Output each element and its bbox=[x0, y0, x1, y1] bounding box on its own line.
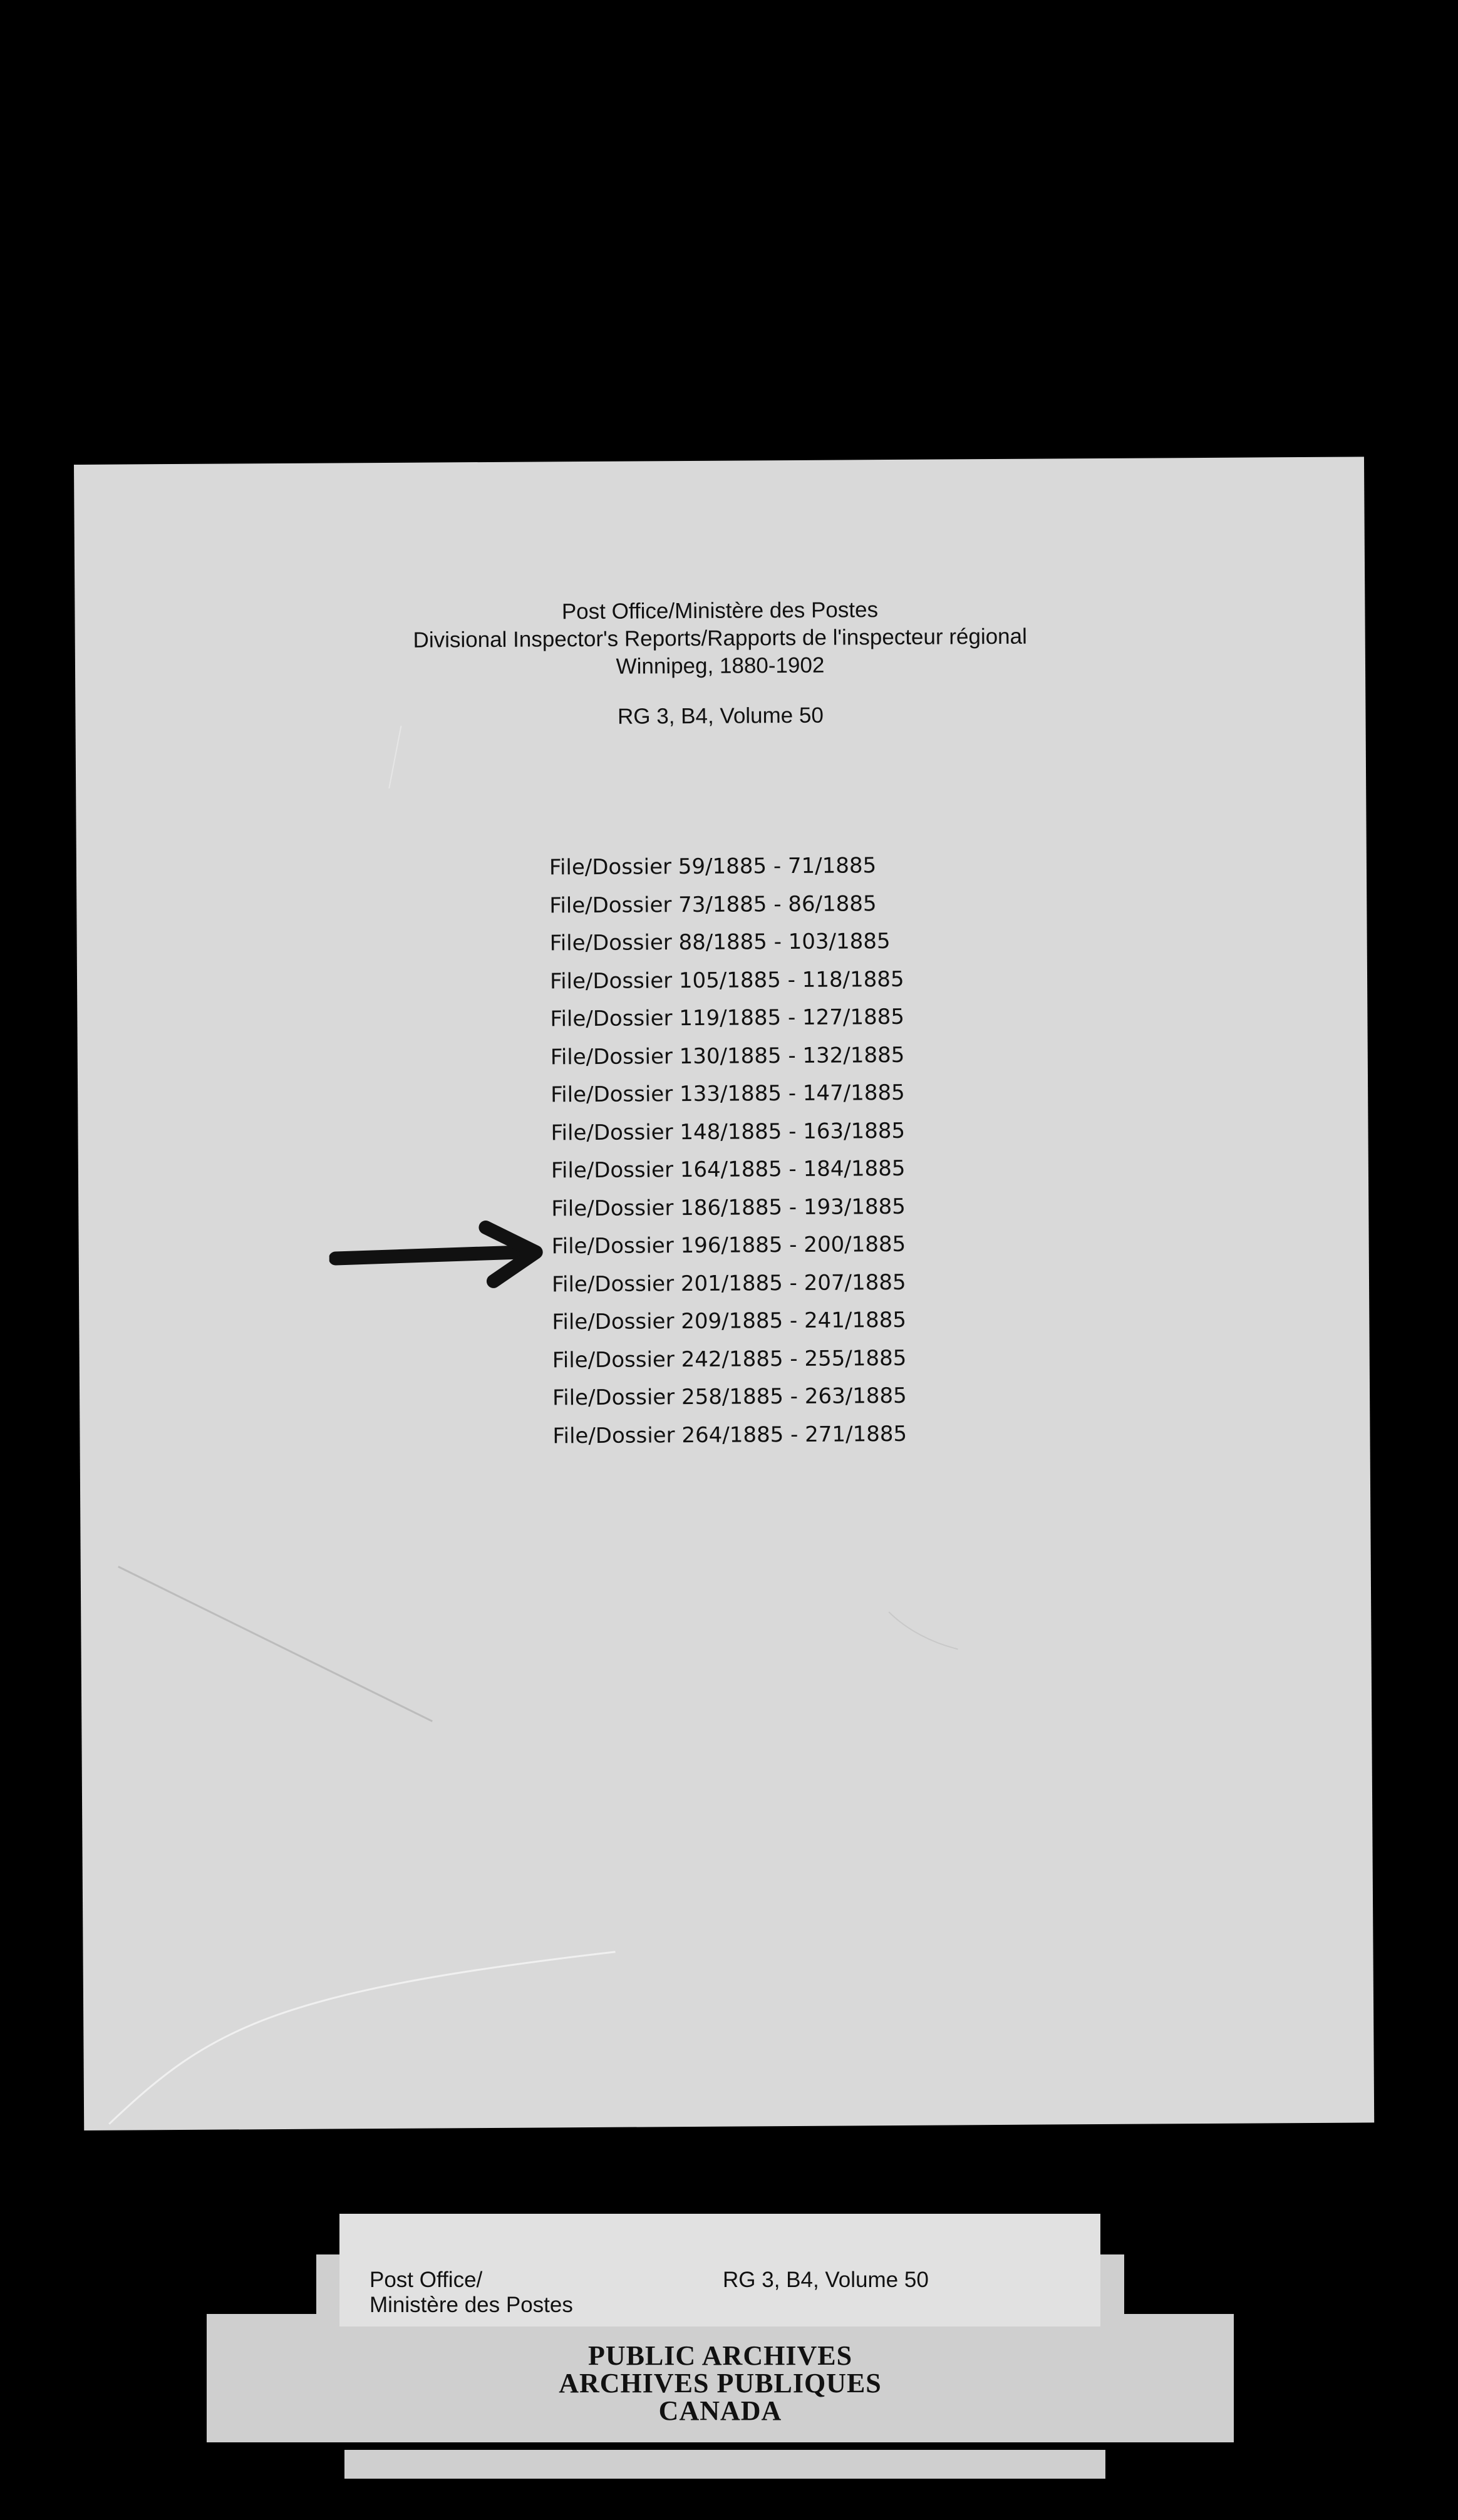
label-department-line2: Ministère des Postes bbox=[370, 2293, 573, 2317]
label-reference: RG 3, B4, Volume 50 bbox=[723, 2268, 929, 2292]
file-list-item: File/Dossier 119/1885 - 127/1885 bbox=[550, 1004, 905, 1032]
label-department-line1: Post Office/ bbox=[370, 2268, 483, 2292]
file-list-item: File/Dossier 73/1885 - 86/1885 bbox=[549, 891, 877, 918]
file-list-item: File/Dossier 130/1885 - 132/1885 bbox=[550, 1042, 905, 1070]
file-list-item: File/Dossier 148/1885 - 163/1885 bbox=[551, 1118, 906, 1145]
file-list-item: File/Dossier 258/1885 - 263/1885 bbox=[552, 1383, 907, 1411]
file-list bbox=[549, 847, 907, 1455]
stamp-line-country: CANADA bbox=[658, 2395, 782, 2426]
file-list-item: File/Dossier 164/1885 - 184/1885 bbox=[551, 1155, 906, 1184]
header-title: Post Office/Ministère des Postes bbox=[561, 597, 879, 624]
file-list-item: File/Dossier 264/1885 - 271/1885 bbox=[552, 1421, 907, 1448]
label-notch-right bbox=[1124, 2254, 1234, 2314]
archives-stamp bbox=[207, 2342, 1234, 2425]
header-location-dates: Winnipeg, 1880-1902 bbox=[616, 653, 825, 679]
document-page bbox=[74, 457, 1374, 2130]
file-list-item: File/Dossier 88/1885 - 103/1885 bbox=[549, 929, 891, 956]
label-department bbox=[370, 2268, 573, 2318]
file-list-item: File/Dossier 133/1885 - 147/1885 bbox=[551, 1080, 905, 1108]
file-list-item: File/Dossier 59/1885 - 71/1885 bbox=[549, 853, 877, 880]
label-bottom-strip bbox=[344, 2450, 1105, 2479]
file-list-item: File/Dossier 242/1885 - 255/1885 bbox=[552, 1345, 907, 1373]
right-arrow-icon bbox=[329, 1219, 555, 1289]
document-header bbox=[75, 593, 1365, 734]
stamp-line-english: PUBLIC ARCHIVES bbox=[587, 2340, 853, 2371]
header-subtitle: Divisional Inspector's Reports/Rapports de l'inspecteur régional bbox=[413, 624, 1027, 653]
archive-label-card bbox=[339, 2214, 1100, 2326]
stamp-line-french: ARCHIVES PUBLIQUES bbox=[559, 2368, 882, 2399]
file-list-item: File/Dossier 209/1885 - 241/1885 bbox=[552, 1307, 907, 1335]
header-reference: RG 3, B4, Volume 50 bbox=[617, 703, 824, 729]
file-list-item: File/Dossier 105/1885 - 118/1885 bbox=[549, 966, 904, 994]
label-notch-left bbox=[207, 2254, 316, 2314]
file-list-item-highlighted: File/Dossier 196/1885 - 200/1885 bbox=[551, 1231, 906, 1259]
file-list-item: File/Dossier 201/1885 - 207/1885 bbox=[551, 1269, 906, 1297]
file-list-item: File/Dossier 186/1885 - 193/1885 bbox=[551, 1194, 906, 1221]
